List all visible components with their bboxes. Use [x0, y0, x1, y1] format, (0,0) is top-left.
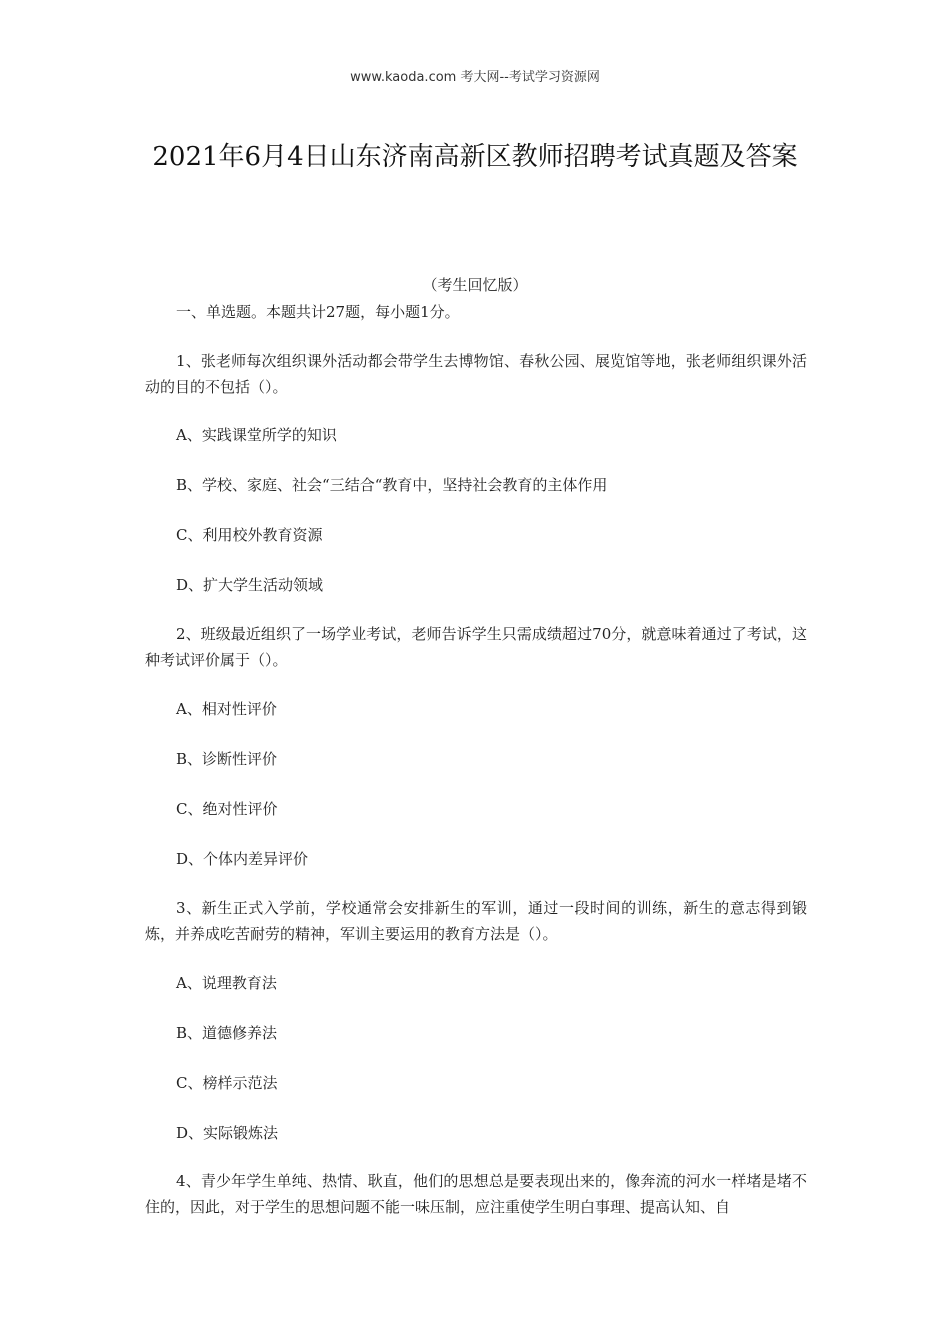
question-3-option-a: A、说理教育法	[176, 974, 277, 992]
question-1-option-b: B、学校、家庭、社会“三结合“教育中，坚持社会教育的主体作用	[176, 476, 608, 494]
section-heading: 一、单选题。本题共计27题，每小题1分。	[176, 303, 460, 321]
question-4: 4、青少年学生单纯、热情、耿直，他们的思想总是要表现出来的，像奔流的河水一样堵是堵不住的，因此，对于学生的思想问题不能一味压制，应注重使学生明白事理、提高认知、自	[145, 1172, 807, 1216]
site-header: www.kaoda.com 考大网--考试学习资源网	[350, 70, 600, 85]
question-1: 1、张老师每次组织课外活动都会带学生去博物馆、春秋公园、展览馆等地，张老师组织课外活动的目的不包括（）。	[145, 352, 807, 396]
question-3: 3、新生正式入学前，学校通常会安排新生的军训，通过一段时间的训练，新生的意志得到锻炼，并养成吃苦耐劳的精神，军训主要运用的教育方法是（）。	[145, 899, 807, 943]
question-2-option-d: D、个体内差异评价	[176, 850, 309, 868]
question-2-option-b: B、诊断性评价	[176, 750, 278, 768]
question-2: 2、班级最近组织了一场学业考试，老师告诉学生只需成绩超过70分，就意味着通过了考试，这种考试评价属于（）。	[145, 625, 807, 669]
question-1-option-c: C、利用校外教育资源	[176, 526, 323, 544]
question-1-option-a: A、实践课堂所学的知识	[176, 426, 337, 444]
question-3-option-c: C、榜样示范法	[176, 1074, 278, 1092]
question-1-option-d: D、扩大学生活动领域	[176, 576, 324, 594]
question-2-option-a: A、相对性评价	[176, 700, 277, 718]
question-2-option-c: C、绝对性评价	[176, 800, 278, 818]
question-3-option-b: B、道德修养法	[176, 1024, 278, 1042]
document-subtitle: （考生回忆版）	[422, 276, 528, 294]
document-title: 2021年6月4日山东济南高新区教师招聘考试真题及答案	[152, 142, 798, 172]
question-3-option-d: D、实际锻炼法	[176, 1124, 279, 1142]
